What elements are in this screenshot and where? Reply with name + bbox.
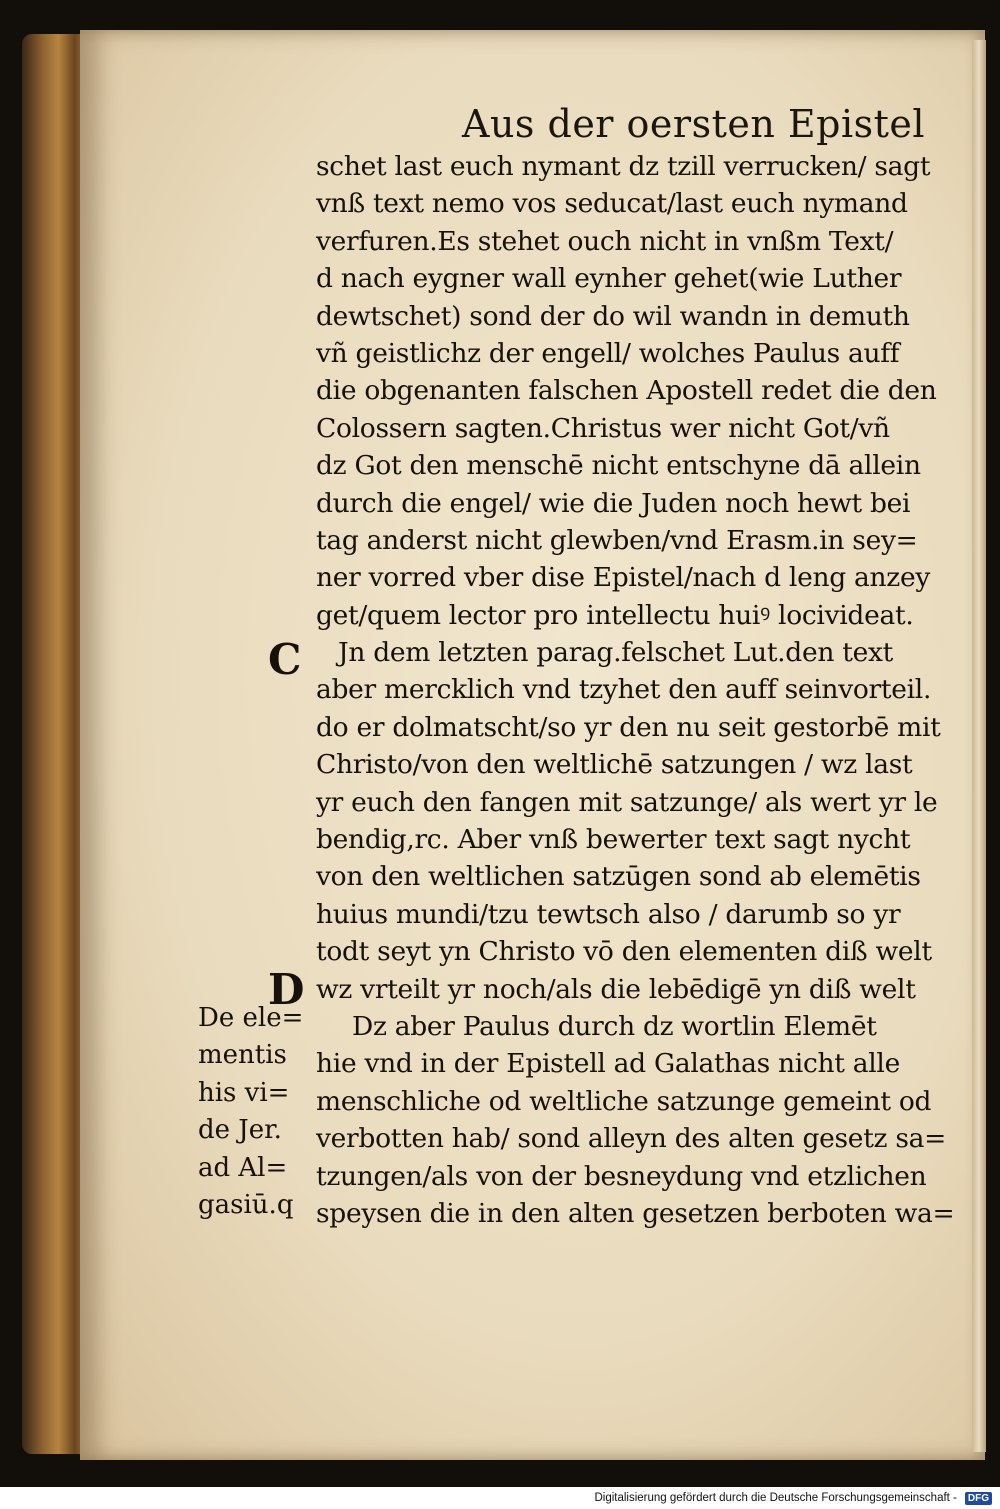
margin-note-line: ad Al= [198, 1152, 288, 1183]
text-line: todt seyt yn Christo vō den elementen diß welt [316, 936, 932, 968]
margin-note-line: mentis [198, 1040, 287, 1071]
footer [590, 1489, 992, 1507]
text-line: vnß text nemo vos seducat/last euch nymand [316, 188, 908, 220]
text-line: ner vorred vber dise Epistel/nach d leng anzey [316, 562, 931, 594]
text-line: huius mundi/tzu tewtsch also / darumb so yr [316, 898, 901, 930]
margin-mark-c: C [268, 635, 302, 684]
text-line: vñ geistlichz der engell/ wolches Paulus auff [316, 337, 900, 369]
text-line: Colossern sagten.Christus wer nicht Got/vñ [316, 412, 890, 444]
margin-note-line: de Jer. [198, 1115, 282, 1146]
text-line: speysen die in den alten gesetzen berboten wa= [316, 1197, 955, 1229]
text-line: do er dolmatscht/so yr den nu seit gestorbē mit [316, 711, 941, 743]
margin-note-line: his vi= [198, 1077, 290, 1108]
text-line: wz vrteilt yr noch/als die lebēdigē yn diß welt [316, 973, 916, 1005]
text-line: die obgenanten falschen Apostell redet die den [316, 375, 937, 407]
dfg-logo-icon: DFG [965, 1492, 992, 1505]
text-line: verbotten hab/ sond alleyn des alten gesetz sa= [316, 1123, 947, 1155]
text-line: yr euch den fangen mit satzunge/ als wert yr le [316, 786, 938, 818]
text-line: Christo/von den weltlichē satzungen / wz last [316, 749, 913, 781]
text-line: Jn dem letzten parag.felschet Lut.den text [338, 637, 893, 669]
margin-note-line: De ele= [198, 1003, 304, 1033]
text-line: tzungen/als von der besneydung vnd etzlichen [316, 1160, 927, 1192]
text-line: hie vnd in der Epistell ad Galathas nicht alle [316, 1048, 900, 1080]
text-line: d nach eygner wall eynher gehet(wie Luther [316, 263, 902, 295]
margin-note [198, 1000, 318, 1224]
text-line: dewtschet) sond der do wil wandn in demuth [316, 300, 910, 332]
text-line: get/quem lector pro intellectu huiꝰ locivideat. [316, 599, 914, 631]
text-line: bendig,rc. Aber vnß bewerter text sagt nycht [316, 824, 911, 856]
margin-mark-d: D [268, 965, 305, 1014]
text-line: Dz aber Paulus durch dz wortlin Elemēt [352, 1010, 877, 1042]
dfg-credit: Digitalisierung gefördert durch die Deutsche Forschungsgemeinschaft - [590, 1491, 960, 1505]
text-line: durch die engel/ wie die Juden noch hewt bei [316, 487, 911, 519]
text-line: aber mercklich vnd tzyhet den auff seinvorteil. [316, 674, 932, 706]
text-line: verfuren.Es stehet ouch nicht in vnßm Text/ [316, 225, 894, 257]
text-line: menschliche od weltliche satzunge gemeint od [316, 1085, 932, 1117]
text-line: dz Got den menschē nicht entschyne dā allein [316, 450, 921, 482]
page-stack-edge [972, 40, 986, 1452]
body-text [316, 148, 966, 1232]
book-binding-edge [22, 34, 88, 1454]
running-head: Aus der oersten Epistel [462, 102, 926, 146]
text-line: von den weltlichen satzūgen sond ab elemētis [316, 861, 921, 893]
margin-note-line: gasiū.q [198, 1189, 294, 1220]
text-line: schet last euch nymant dz tzill verrucken/ sagt [316, 151, 931, 182]
text-line: tag anderst nicht glewben/vnd Erasm.in sey= [316, 524, 918, 556]
